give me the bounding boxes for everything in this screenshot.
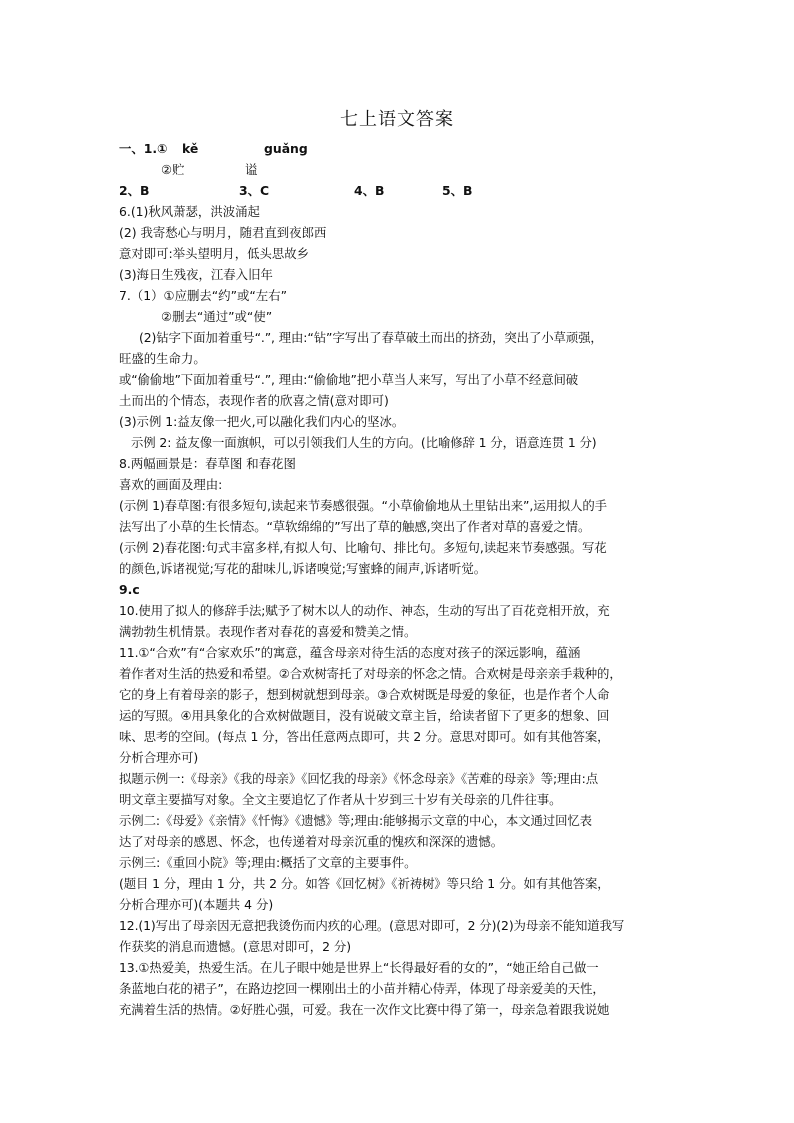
text-line: (2) 我寄愁心与明月，随君直到夜郎西 [119, 225, 327, 240]
text-line: (示例 2)春花图:句式丰富多样,有拟人句、比喻句、排比句。多短句,读起来节奏感强。写花 [119, 540, 607, 555]
text-line: 满勃勃生机情景。表现作者对春花的喜爱和赞美之情。 [119, 624, 417, 639]
text-line: 示例三:《重回小院》等;理由:概括了文章的主要事件。 [119, 855, 417, 870]
page-title: 七上语文答案 [340, 109, 454, 130]
text-line: 着作者对生活的热爱和希望。②合欢树寄托了对母亲的怀念之情。合欢树是母亲亲手栽种的， [119, 666, 622, 681]
text-line: 喜欢的画面及理由: [119, 477, 223, 492]
text-line: 示例二:《母爱》《亲情》《忏悔》《遗憾》等;理由:能够揭示文章的中心，本文通过回忆表 [119, 813, 592, 828]
q1-answer-1: kě [182, 141, 199, 156]
mc-answer: 5、B [442, 183, 473, 198]
text-line: 分析合理亦可)(本题共 4 分) [119, 897, 274, 912]
q1-prefix: 一、1.① [119, 141, 168, 156]
q1-answer-4: 谥 [245, 162, 258, 177]
text-line: 运的写照。④用具象化的合欢树做题目，没有说破文章主旨，给读者留下了更多的想象、回 [119, 708, 610, 723]
text-line: 的颜色,诉诸视觉;写花的甜味儿,诉诸嗅觉;写蜜蜂的闹声,诉诸听觉。 [119, 561, 487, 576]
text-line: 9.c [119, 582, 140, 597]
q1-answer-2: guǎng [264, 141, 308, 156]
text-line: 意对即可:举头望明月，低头思故乡 [119, 246, 310, 261]
q1-row-a [119, 138, 679, 159]
mc-answer: 2、B [119, 183, 150, 198]
text-line: 条蓝地白花的裙子”，在路边挖回一棵刚出土的小苗并精心侍弄，体现了母亲爱美的天性， [119, 981, 605, 996]
text-line: 土而出的个情态，表现作者的欣喜之情(意对即可) [119, 393, 389, 408]
text-line: (3)海日生残夜，江春入旧年 [119, 267, 273, 282]
text-line: (题目 1 分，理由 1 分，共 2 分。如答《回忆树》《祈祷树》等只给 1 分。如有其他答案， [119, 876, 610, 891]
text-line: 它的身上有着母亲的影子，想到树就想到母亲。③合欢树既是母爱的象征，也是作者个人命 [119, 687, 610, 702]
text-line: 或“偷偷地”下面加着重号“.”, 理由:“偷偷地”把小草当人来写，写出了小草不经意间破 [119, 372, 579, 387]
text-line: (示例 1)春草图:有很多短句,读起来节奏感很强。“小草偷偷地从土里钻出来”,运用拟人的手 [119, 498, 607, 513]
text-line: 6.(1)秋风萧瑟，洪波涌起 [119, 204, 260, 219]
text-line: 7.（1）①应删去“约”或“左右” [119, 288, 288, 303]
text-line: 示例 2: 益友像一面旗帜，可以引领我们人生的方向。(比喻修辞 1 分，语意连贯 1 分) [131, 435, 597, 450]
text-line: 拟题示例一:《母亲》《我的母亲》《回忆我的母亲》《怀念母亲》《苦难的母亲》等;理由:点 [119, 771, 599, 786]
q1-answer-3: ②贮 [161, 162, 185, 177]
text-line: 8.两幅画景是：春草图 和春花图 [119, 456, 296, 471]
text-line: 作获奖的消息而遗憾。(意思对即可，2 分) [119, 939, 352, 954]
mc-answer: 3、C [239, 183, 270, 198]
text-line: (3)示例 1:益友像一把火,可以融化我们内心的坚冰。 [119, 414, 405, 429]
text-line: 12.(1)写出了母亲因无意把我烫伤而内疚的心理。(意思对即可，2 分)(2)为母亲不能知道我写 [119, 918, 625, 933]
text-line: 旺盛的生命力。 [119, 351, 206, 366]
text-line: 达了对母亲的感恩、怀念，也传递着对母亲沉重的愧疚和深深的遗憾。 [119, 834, 504, 849]
text-line: 11.①“合欢”有“合家欢乐”的寓意，蕴含母亲对待生活的态度对孩子的深远影响，蕴涵 [119, 645, 581, 660]
text-line: 分析合理亦可) [119, 750, 199, 765]
text-line: 13.①热爱美，热爱生活。在儿子眼中她是世界上“长得最好看的女的”，“她正给自己做一 [119, 960, 599, 975]
text-line: 味、思考的空间。(每点 1 分，答出任意两点即可，共 2 分。意思对即可。如有其他答案， [119, 729, 610, 744]
answer-content [119, 138, 679, 1020]
text-line: 明文章主要描写对象。全文主要追忆了作者从十岁到三十岁有关母亲的几件往事。 [119, 792, 562, 807]
text-line: 法写出了小草的生长情态。“草软绵绵的”写出了草的触感,突出了作者对草的喜爱之情。 [119, 519, 591, 534]
text-line: (2)钻字下面加着重号“.”, 理由:“钻”字写出了春草破土而出的挤劲，突出了小草顽强， [139, 330, 603, 345]
mc-answer: 4、B [354, 183, 385, 198]
q1-row-b [119, 159, 679, 180]
mc-answers-row [119, 180, 679, 201]
text-line: 充满着生活的热情。②好胜心强，可爱。我在一次作文比赛中得了第一，母亲急着跟我说她 [119, 1002, 610, 1017]
text-line: 10.使用了拟人的修辞手法;赋予了树木以人的动作、神态，生动的写出了百花竞相开放，充 [119, 603, 610, 618]
text-line: ②删去“通过”或“使” [161, 309, 273, 324]
